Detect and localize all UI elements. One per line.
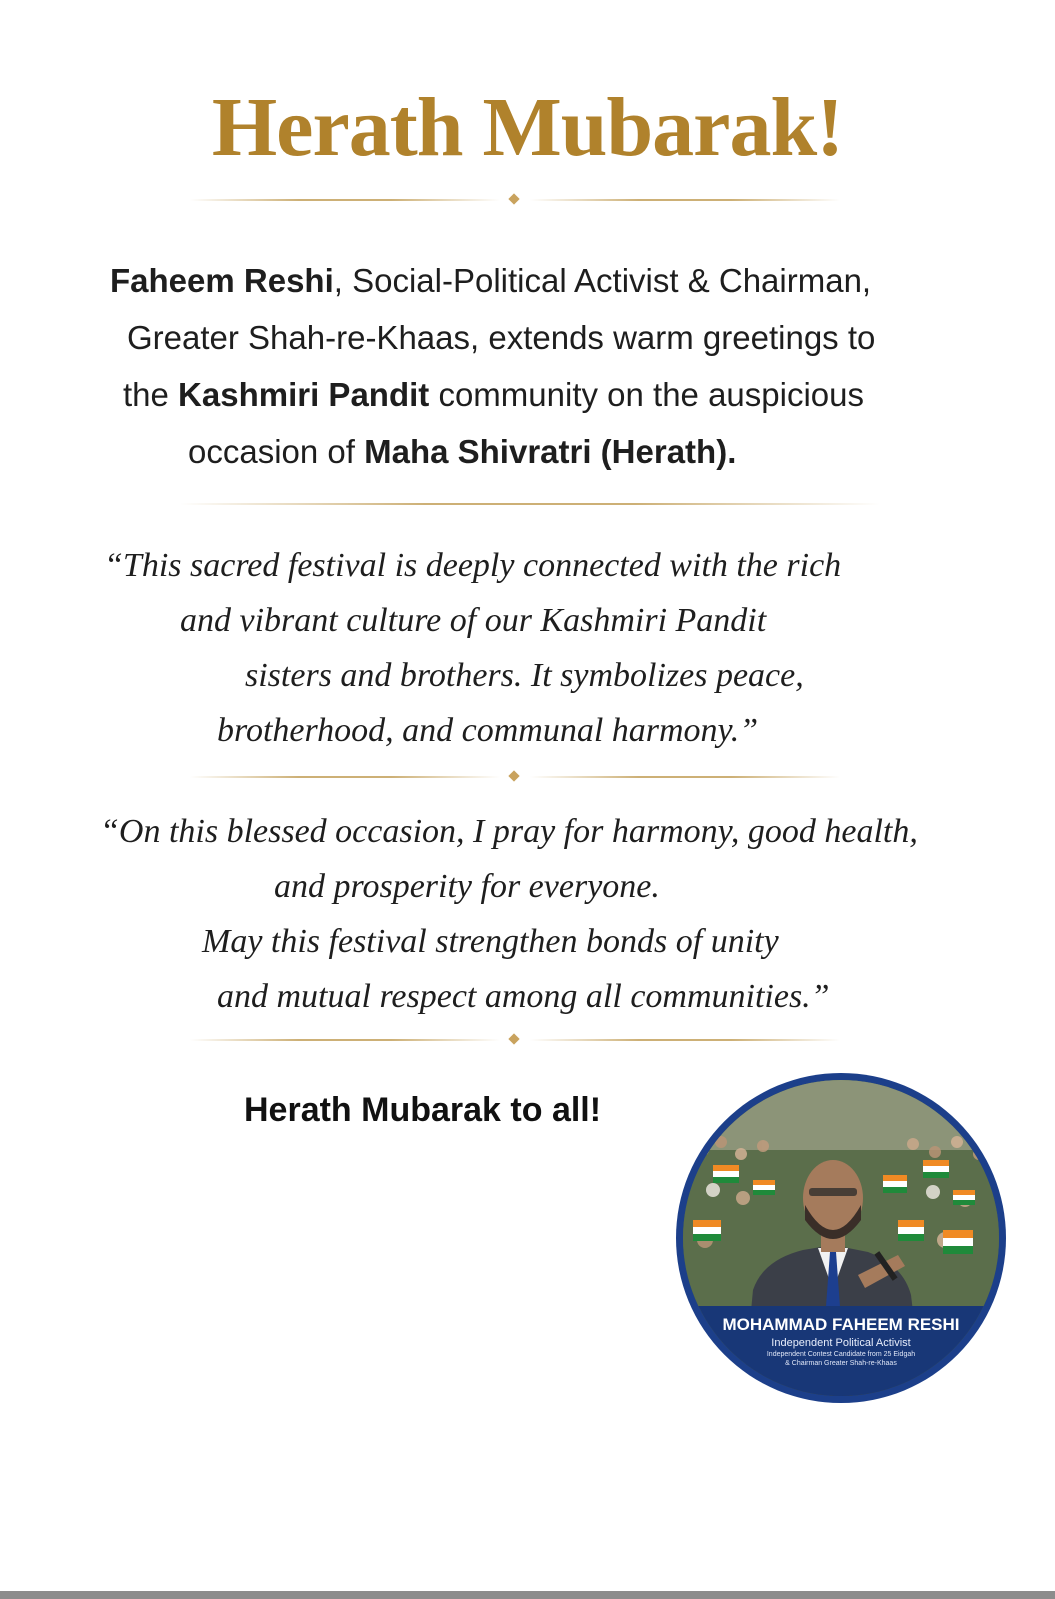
diamond-icon bbox=[508, 770, 519, 781]
ornament-divider bbox=[190, 193, 840, 207]
quote-line: “This sacred festival is deeply connected with the rich bbox=[104, 547, 842, 584]
quote-line: May this festival strengthen bonds of unity bbox=[202, 923, 779, 960]
diamond-icon bbox=[508, 1033, 519, 1044]
divider-line-left bbox=[190, 776, 500, 778]
quote-line: and vibrant culture of our Kashmiri Pandit bbox=[180, 602, 767, 639]
badge-subtitle: & Chairman Greater Shah-re-Khaas bbox=[785, 1360, 897, 1367]
intro-line: the Kashmiri Pandit community on the auspicious bbox=[123, 376, 865, 413]
intro-line: Greater Shah-re-Khaas, extends warm greetings to bbox=[127, 319, 876, 356]
portrait-badge bbox=[676, 1073, 1006, 1403]
quote-line: and mutual respect among all communities.” bbox=[217, 978, 830, 1015]
diamond-icon bbox=[508, 193, 519, 204]
quote-line: sisters and brothers. It symbolizes peace, bbox=[245, 657, 804, 694]
ornament-divider bbox=[190, 770, 840, 784]
intro-line: Faheem Reshi, Social-Political Activist & Chairman, bbox=[110, 262, 872, 299]
intro-occasion: Maha Shivratri (Herath). bbox=[364, 433, 737, 470]
divider-line-left bbox=[190, 199, 500, 201]
divider-line bbox=[180, 503, 880, 505]
badge-name: MOHAMMAD FAHEEM RESHI bbox=[722, 1315, 960, 1334]
closing-greeting: Herath Mubarak to all! bbox=[244, 1091, 602, 1129]
divider-line-left bbox=[190, 1039, 500, 1041]
divider-line-right bbox=[530, 199, 840, 201]
quote-line: and prosperity for everyone. bbox=[274, 868, 660, 905]
page-title: Herath Mubarak! bbox=[211, 81, 844, 174]
badge-subtitle: Independent Contest Candidate from 25 Eidgah bbox=[766, 1351, 916, 1358]
plain-divider bbox=[180, 497, 880, 511]
portrait-photo bbox=[683, 1080, 999, 1396]
badge-role: Independent Political Activist bbox=[771, 1337, 911, 1349]
ornament-divider bbox=[190, 1033, 840, 1047]
quote-prayer bbox=[40, 804, 1015, 1024]
divider-line-right bbox=[530, 1039, 840, 1041]
bottom-edge-bar bbox=[0, 1591, 1055, 1599]
quote-line: “On this blessed occasion, I pray for harmony, good health, bbox=[100, 813, 918, 850]
badge-caption bbox=[683, 1306, 999, 1396]
quote-culture bbox=[40, 538, 1015, 758]
intro-community: Kashmiri Pandit bbox=[178, 376, 430, 413]
intro-paragraph bbox=[60, 252, 995, 480]
intro-name: Faheem Reshi bbox=[110, 262, 334, 299]
quote-line: brotherhood, and communal harmony.” bbox=[217, 712, 759, 749]
intro-line: occasion of Maha Shivratri (Herath). bbox=[188, 433, 737, 470]
divider-line-right bbox=[530, 776, 840, 778]
